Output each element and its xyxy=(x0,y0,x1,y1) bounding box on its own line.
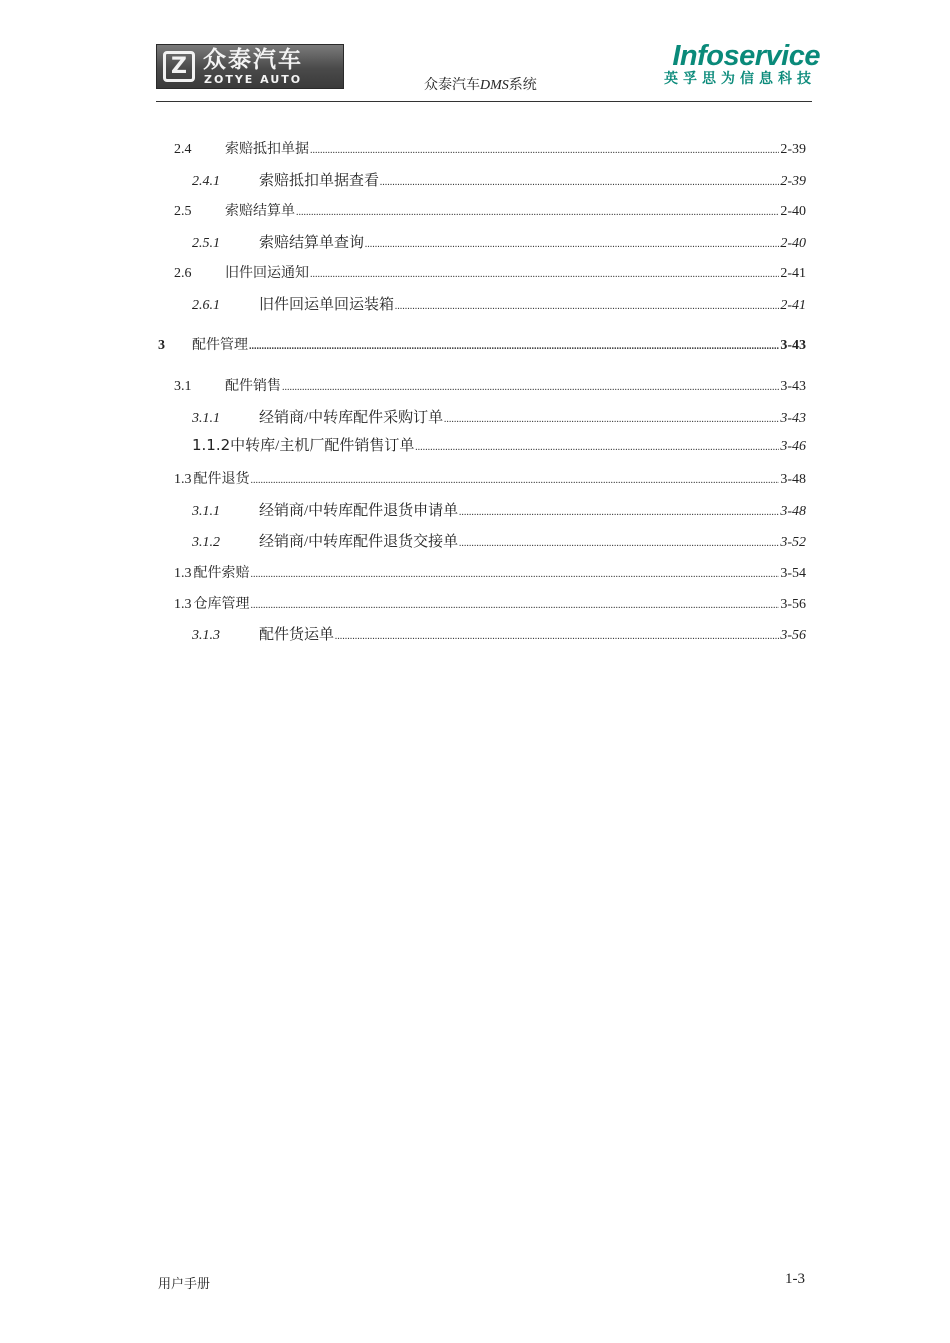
toc-entry-number: 2.4 xyxy=(174,142,192,157)
toc-dot-leader xyxy=(444,415,779,425)
toc-entry-title: 索赔结算单查询 xyxy=(259,235,365,251)
footer-document-type: 用户手册 xyxy=(158,1277,211,1292)
toc-entry[interactable] xyxy=(192,499,806,520)
toc-entry-page: 3-43 xyxy=(780,338,806,353)
toc-entry[interactable] xyxy=(174,593,806,613)
toc-entry-page: 3-54 xyxy=(780,566,806,581)
toc-dot-leader xyxy=(296,208,779,218)
toc-entry-title: 旧件回运通知 xyxy=(225,266,309,281)
toc-entry-title: 旧件回运单回运装箱 xyxy=(259,297,395,313)
toc-dot-leader xyxy=(249,342,779,352)
toc-dot-leader xyxy=(365,240,779,250)
toc-entry-page: 3-46 xyxy=(780,439,806,454)
toc-entry[interactable] xyxy=(174,262,806,282)
toc-entry-number: 3.1.1 xyxy=(192,504,220,519)
document-title xyxy=(424,74,537,94)
zotye-logo-mark-icon: Z xyxy=(163,51,195,82)
toc-entry-number: 3.1 xyxy=(174,379,192,394)
toc-entry-title: 配件退货 xyxy=(193,472,250,487)
toc-entry-title: 索赔结算单 xyxy=(225,204,295,219)
toc-entry-title: 索赔抵扣单据查看 xyxy=(259,173,380,189)
toc-entry[interactable] xyxy=(158,334,806,354)
toc-dot-leader xyxy=(459,508,779,518)
toc-dot-leader xyxy=(251,601,780,611)
toc-entry[interactable] xyxy=(192,293,806,314)
toc-entry-number: 1.3 xyxy=(174,597,192,612)
toc-dot-leader xyxy=(251,476,780,486)
toc-entry[interactable] xyxy=(192,231,806,252)
toc-entry-page: 2-41 xyxy=(780,298,806,313)
document-title-prefix: 众泰汽车 xyxy=(424,78,480,93)
infoservice-logo-english: Infoservice xyxy=(672,40,820,72)
infoservice-logo-chinese: 英孚思为信息科技 xyxy=(664,71,816,87)
toc-entry-number: 2.5 xyxy=(174,204,192,219)
toc-entry-number: 3.1.1 xyxy=(192,411,220,426)
toc-dot-leader xyxy=(459,539,779,549)
toc-dot-leader xyxy=(251,570,780,580)
footer-page-number: 1-3 xyxy=(785,1271,805,1287)
toc-entry-page: 3-56 xyxy=(780,628,806,643)
toc-entry-page: 2-41 xyxy=(780,266,806,281)
toc-entry-number: 2.6 xyxy=(174,266,192,281)
toc-entry-page: 2-39 xyxy=(780,142,806,157)
toc-dot-leader xyxy=(335,632,779,642)
toc-entry-title: 配件管理 xyxy=(192,338,248,353)
toc-entry[interactable] xyxy=(192,434,806,455)
toc-dot-leader xyxy=(310,146,779,156)
toc-entry[interactable] xyxy=(192,623,806,644)
toc-dot-leader xyxy=(415,443,779,453)
toc-entry-page: 3-43 xyxy=(780,411,806,426)
toc-entry-page: 3-48 xyxy=(780,472,806,487)
toc-entry-page: 2-40 xyxy=(780,204,806,219)
page-header xyxy=(156,40,820,102)
zotye-logo-english: ZOTYE AUTO xyxy=(204,73,303,86)
toc-entry[interactable] xyxy=(174,138,806,158)
zotye-logo-chinese: 众泰汽车 xyxy=(203,47,303,73)
toc-entry[interactable] xyxy=(174,375,806,395)
toc-entry[interactable] xyxy=(192,530,806,551)
toc-entry[interactable] xyxy=(174,562,806,582)
toc-entry[interactable] xyxy=(192,406,806,427)
toc-entry-number: 2.5.1 xyxy=(192,236,220,251)
toc-entry[interactable] xyxy=(174,200,806,220)
toc-entry-title: 经销商/中转库配件退货交接单 xyxy=(259,534,459,550)
toc-entry-page: 2-40 xyxy=(780,236,806,251)
toc-entry-page: 3-43 xyxy=(780,379,806,394)
toc-entry-page: 2-39 xyxy=(780,174,806,189)
toc-entry-title: 配件货运单 xyxy=(259,627,335,643)
toc-entry-page: 3-48 xyxy=(780,504,806,519)
toc-entry-title: 配件销售 xyxy=(225,379,281,394)
toc-entry-number: 1.1.2 xyxy=(192,436,231,454)
toc-entry-number: 3.1.2 xyxy=(192,535,220,550)
header-divider xyxy=(156,101,812,102)
toc-dot-leader xyxy=(395,302,779,312)
toc-entry-number: 3 xyxy=(158,338,165,353)
toc-entry-number: 1.3 xyxy=(174,472,192,487)
toc-entry-number: 2.6.1 xyxy=(192,298,220,313)
toc-entry-title: 仓库管理 xyxy=(193,597,250,612)
toc-entry-title: 经销商/中转库配件退货申请单 xyxy=(259,503,459,519)
toc-entry[interactable] xyxy=(174,468,806,488)
toc-entry-number: 2.4.1 xyxy=(192,174,220,189)
toc-dot-leader xyxy=(282,383,779,393)
toc-entry-title: 配件索赔 xyxy=(193,566,250,581)
toc-entry-page: 3-52 xyxy=(780,535,806,550)
toc-entry-title: 索赔抵扣单据 xyxy=(225,142,309,157)
toc-entry-title: 中转库/主机厂配件销售订单 xyxy=(230,438,415,454)
toc-entry-title: 经销商/中转库配件采购订单 xyxy=(259,410,444,426)
toc-dot-leader xyxy=(310,270,779,280)
toc-entry[interactable] xyxy=(192,169,806,190)
zotye-logo xyxy=(156,44,344,89)
toc-dot-leader xyxy=(380,178,779,188)
document-title-suffix: 系统 xyxy=(508,78,537,93)
toc-entry-number: 1.3 xyxy=(174,566,192,581)
toc-entry-page: 3-56 xyxy=(780,597,806,612)
document-title-system: DMS xyxy=(480,78,509,93)
toc-entry-number: 3.1.3 xyxy=(192,628,220,643)
